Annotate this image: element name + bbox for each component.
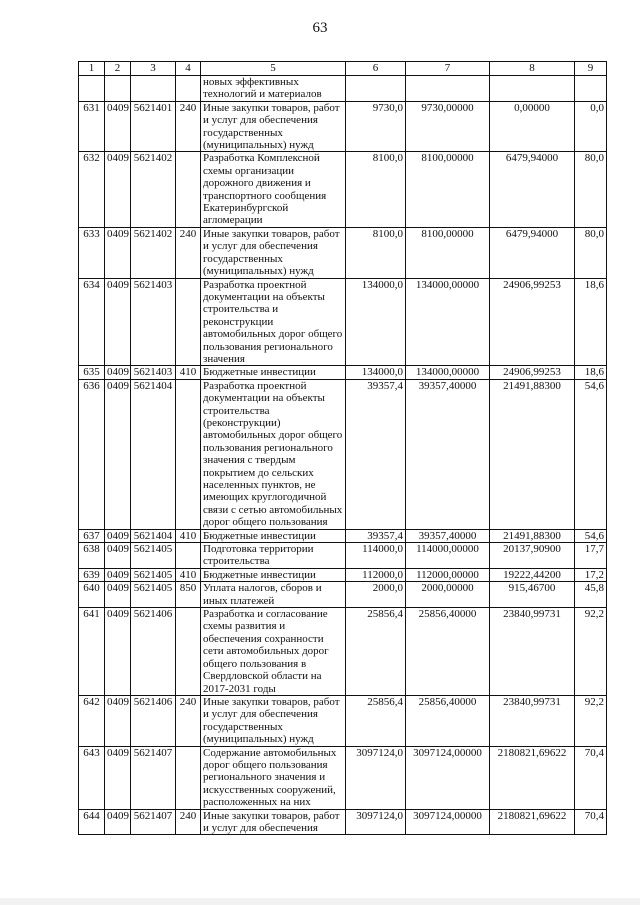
execution-percent-cell: 0,0 <box>575 101 607 152</box>
column-header-2: 2 <box>105 62 131 76</box>
item-name-cell: Разработка проектной документации на объекты строительства и реконструкции автомобильных дорог общего пользования регионального значения <box>201 278 346 366</box>
row-number-cell: 634 <box>79 278 105 366</box>
table-row <box>79 227 607 278</box>
planned-amount-cell: 3097124,00000 <box>406 746 490 809</box>
item-name-cell: новых эффективных технологий и материалов <box>201 76 346 102</box>
approved-amount-cell: 9730,0 <box>346 101 406 152</box>
expense-type-cell <box>176 746 201 809</box>
target-code-cell: 5621403 <box>131 278 176 366</box>
row-number-cell: 632 <box>79 152 105 227</box>
table-row <box>79 101 607 152</box>
item-name-cell: Бюджетные инвестиции <box>201 366 346 379</box>
approved-amount-cell <box>346 76 406 102</box>
page-number: 63 <box>312 20 328 36</box>
execution-percent-cell: 80,0 <box>575 152 607 227</box>
row-number-cell: 638 <box>79 543 105 569</box>
approved-amount-cell: 134000,0 <box>346 278 406 366</box>
execution-percent-cell: 70,4 <box>575 746 607 809</box>
section-code-cell: 0409 <box>105 568 131 581</box>
target-code-cell: 5621404 <box>131 529 176 542</box>
executed-amount-cell: 915,46700 <box>490 582 575 608</box>
target-code-cell: 5621404 <box>131 379 176 529</box>
execution-percent-cell: 92,2 <box>575 608 607 696</box>
column-header-7: 7 <box>406 62 490 76</box>
approved-amount-cell: 8100,0 <box>346 227 406 278</box>
item-name-cell: Разработка и согласование схемы развития и обеспечения сохранности сети автомобильных дорог общего пользования в Свердловской области на 2017-2031 годы <box>201 608 346 696</box>
execution-percent-cell: 45,8 <box>575 582 607 608</box>
approved-amount-cell: 3097124,0 <box>346 746 406 809</box>
row-number-cell: 642 <box>79 695 105 746</box>
target-code-cell: 5621402 <box>131 152 176 227</box>
executed-amount-cell: 21491,88300 <box>490 379 575 529</box>
section-code-cell: 0409 <box>105 379 131 529</box>
planned-amount-cell: 114000,00000 <box>406 543 490 569</box>
expense-type-cell: 240 <box>176 101 201 152</box>
approved-amount-cell: 39357,4 <box>346 379 406 529</box>
item-name-cell: Уплата налогов, сборов и иных платежей <box>201 582 346 608</box>
expense-type-cell: 410 <box>176 529 201 542</box>
executed-amount-cell: 6479,94000 <box>490 152 575 227</box>
item-name-cell: Иные закупки товаров, работ и услуг для обеспечения государственных (муниципальных) нужд <box>201 227 346 278</box>
executed-amount-cell: 19222,44200 <box>490 568 575 581</box>
expense-type-cell: 240 <box>176 695 201 746</box>
execution-percent-cell: 18,6 <box>575 366 607 379</box>
row-number-cell: 637 <box>79 529 105 542</box>
section-code-cell: 0409 <box>105 152 131 227</box>
budget-table <box>78 61 607 835</box>
table-row <box>79 278 607 366</box>
execution-percent-cell: 80,0 <box>575 227 607 278</box>
expense-type-cell <box>176 278 201 366</box>
planned-amount-cell <box>406 76 490 102</box>
table-header <box>79 62 607 76</box>
executed-amount-cell: 6479,94000 <box>490 227 575 278</box>
item-name-cell: Бюджетные инвестиции <box>201 568 346 581</box>
execution-percent-cell: 70,4 <box>575 809 607 835</box>
execution-percent-cell: 17,7 <box>575 543 607 569</box>
planned-amount-cell: 8100,00000 <box>406 152 490 227</box>
target-code-cell: 5621406 <box>131 608 176 696</box>
section-code-cell: 0409 <box>105 529 131 542</box>
column-header-3: 3 <box>131 62 176 76</box>
expense-type-cell <box>176 379 201 529</box>
execution-percent-cell: 54,6 <box>575 379 607 529</box>
target-code-cell: 5621407 <box>131 746 176 809</box>
section-code-cell: 0409 <box>105 227 131 278</box>
row-number-cell: 641 <box>79 608 105 696</box>
item-name-cell: Содержание автомобильных дорог общего пользования регионального значения и искусственных сооружений, расположенных на них <box>201 746 346 809</box>
item-name-cell: Бюджетные инвестиции <box>201 529 346 542</box>
table-row <box>79 76 607 102</box>
approved-amount-cell: 2000,0 <box>346 582 406 608</box>
row-number-cell <box>79 76 105 102</box>
section-code-cell: 0409 <box>105 543 131 569</box>
expense-type-cell <box>176 608 201 696</box>
item-name-cell: Иные закупки товаров, работ и услуг для обеспечения государственных (муниципальных) нужд <box>201 695 346 746</box>
planned-amount-cell: 112000,00000 <box>406 568 490 581</box>
planned-amount-cell: 134000,00000 <box>406 278 490 366</box>
expense-type-cell <box>176 543 201 569</box>
execution-percent-cell: 17,2 <box>575 568 607 581</box>
column-header-1: 1 <box>79 62 105 76</box>
row-number-cell: 639 <box>79 568 105 581</box>
target-code-cell: 5621405 <box>131 582 176 608</box>
section-code-cell <box>105 76 131 102</box>
section-code-cell: 0409 <box>105 695 131 746</box>
section-code-cell: 0409 <box>105 278 131 366</box>
section-code-cell: 0409 <box>105 101 131 152</box>
row-number-cell: 644 <box>79 809 105 835</box>
executed-amount-cell: 21491,88300 <box>490 529 575 542</box>
executed-amount-cell <box>490 76 575 102</box>
table-row <box>79 608 607 696</box>
target-code-cell: 5621405 <box>131 568 176 581</box>
target-code-cell <box>131 76 176 102</box>
table-row <box>79 379 607 529</box>
planned-amount-cell: 2000,00000 <box>406 582 490 608</box>
column-header-4: 4 <box>176 62 201 76</box>
approved-amount-cell: 8100,0 <box>346 152 406 227</box>
execution-percent-cell: 92,2 <box>575 695 607 746</box>
table-row <box>79 366 607 379</box>
row-number-cell: 640 <box>79 582 105 608</box>
expense-type-cell: 240 <box>176 227 201 278</box>
executed-amount-cell: 24906,99253 <box>490 366 575 379</box>
item-name-cell: Подготовка территории строительства <box>201 543 346 569</box>
expense-type-cell: 240 <box>176 809 201 835</box>
approved-amount-cell: 3097124,0 <box>346 809 406 835</box>
table-row <box>79 543 607 569</box>
execution-percent-cell <box>575 76 607 102</box>
expense-type-cell: 410 <box>176 366 201 379</box>
execution-percent-cell: 54,6 <box>575 529 607 542</box>
target-code-cell: 5621403 <box>131 366 176 379</box>
section-code-cell: 0409 <box>105 608 131 696</box>
table-row <box>79 568 607 581</box>
planned-amount-cell: 39357,40000 <box>406 529 490 542</box>
row-number-cell: 636 <box>79 379 105 529</box>
target-code-cell: 5621407 <box>131 809 176 835</box>
expense-type-cell: 410 <box>176 568 201 581</box>
row-number-cell: 633 <box>79 227 105 278</box>
table-row <box>79 695 607 746</box>
executed-amount-cell: 23840,99731 <box>490 695 575 746</box>
expense-type-cell <box>176 76 201 102</box>
row-number-cell: 635 <box>79 366 105 379</box>
expense-type-cell: 850 <box>176 582 201 608</box>
planned-amount-cell: 25856,40000 <box>406 608 490 696</box>
target-code-cell: 5621402 <box>131 227 176 278</box>
table-row <box>79 152 607 227</box>
row-number-cell: 631 <box>79 101 105 152</box>
executed-amount-cell: 20137,90900 <box>490 543 575 569</box>
column-header-9: 9 <box>575 62 607 76</box>
column-header-8: 8 <box>490 62 575 76</box>
executed-amount-cell: 2180821,69622 <box>490 746 575 809</box>
table-body <box>79 76 607 835</box>
planned-amount-cell: 25856,40000 <box>406 695 490 746</box>
table-row <box>79 746 607 809</box>
approved-amount-cell: 134000,0 <box>346 366 406 379</box>
approved-amount-cell: 25856,4 <box>346 695 406 746</box>
planned-amount-cell: 3097124,00000 <box>406 809 490 835</box>
planned-amount-cell: 39357,40000 <box>406 379 490 529</box>
column-header-5: 5 <box>201 62 346 76</box>
approved-amount-cell: 112000,0 <box>346 568 406 581</box>
executed-amount-cell: 24906,99253 <box>490 278 575 366</box>
column-header-6: 6 <box>346 62 406 76</box>
planned-amount-cell: 134000,00000 <box>406 366 490 379</box>
planned-amount-cell: 9730,00000 <box>406 101 490 152</box>
item-name-cell: Разработка проектной документации на объекты строительства (реконструкции) автомобильных дорог общего пользования регионального значения с твердым покрытием до сельских населенных пунктов, не имеющих круглогодичной связи с сетью автомобильных дорог общего пользования <box>201 379 346 529</box>
table-row <box>79 529 607 542</box>
table-row <box>79 582 607 608</box>
section-code-cell: 0409 <box>105 746 131 809</box>
expense-type-cell <box>176 152 201 227</box>
approved-amount-cell: 25856,4 <box>346 608 406 696</box>
row-number-cell: 643 <box>79 746 105 809</box>
scan-bottom-edge <box>0 898 640 905</box>
approved-amount-cell: 39357,4 <box>346 529 406 542</box>
target-code-cell: 5621406 <box>131 695 176 746</box>
section-code-cell: 0409 <box>105 366 131 379</box>
header-row <box>79 62 607 76</box>
target-code-cell: 5621405 <box>131 543 176 569</box>
execution-percent-cell: 18,6 <box>575 278 607 366</box>
item-name-cell: Иные закупки товаров, работ и услуг для обеспечения <box>201 809 346 835</box>
section-code-cell: 0409 <box>105 582 131 608</box>
executed-amount-cell: 2180821,69622 <box>490 809 575 835</box>
executed-amount-cell: 0,00000 <box>490 101 575 152</box>
section-code-cell: 0409 <box>105 809 131 835</box>
approved-amount-cell: 114000,0 <box>346 543 406 569</box>
table-row <box>79 809 607 835</box>
planned-amount-cell: 8100,00000 <box>406 227 490 278</box>
item-name-cell: Разработка Комплексной схемы организации дорожного движения и транспортного сообщения Екатеринбургской агломерации <box>201 152 346 227</box>
item-name-cell: Иные закупки товаров, работ и услуг для обеспечения государственных (муниципальных) нужд <box>201 101 346 152</box>
target-code-cell: 5621401 <box>131 101 176 152</box>
executed-amount-cell: 23840,99731 <box>490 608 575 696</box>
